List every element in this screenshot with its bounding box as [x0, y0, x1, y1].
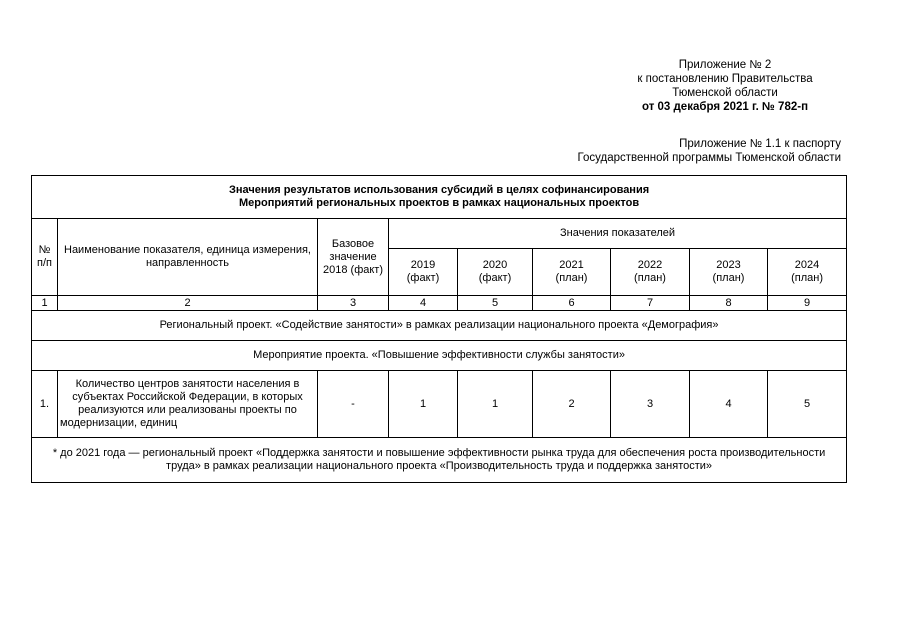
measure-row: Мероприятие проекта. «Повышение эффективности службы занятости» [32, 341, 847, 371]
header-block [560, 58, 890, 114]
year-kind: (план) [555, 272, 588, 284]
header-line-2: к постановлению Правительства [637, 73, 813, 85]
col-number: 6 [533, 296, 611, 311]
row-number: 1. [32, 371, 58, 438]
results-table [31, 175, 847, 483]
annex-block [578, 137, 841, 165]
col-header-no: № п/п [32, 219, 58, 296]
table-title-line-1: Значения результатов использования субсидий в целях софинансирования [228, 184, 650, 196]
value-cell: 5 [768, 371, 847, 438]
year-kind: (план) [791, 272, 823, 284]
col-header-base: Базовое значение 2018 (факт) [318, 219, 389, 296]
year-kind: (факт) [478, 272, 512, 284]
header-line-4: от 03 декабря 2021 г. № 782-п [641, 101, 809, 113]
footnote: * до 2021 года — региональный проект «Поддержка занятости и повышение эффективности рынка труда для обеспечения роста производительности труда» в рамках реализации национального проекта «Производительность труда и поддержка занятости» [32, 438, 847, 483]
year-kind: (план) [634, 272, 666, 284]
table-row [32, 371, 847, 438]
year-label: 2020 [482, 259, 508, 271]
annex-line-1: Приложение № 1.1 к паспорту [679, 138, 841, 150]
project-row: Региональный проект. «Содействие занятости» в рамках реализации национального проекта «Демография» [32, 311, 847, 341]
col-header-year [458, 249, 533, 296]
col-number: 2 [58, 296, 318, 311]
col-number: 5 [458, 296, 533, 311]
col-number: 7 [611, 296, 690, 311]
year-label: 2024 [794, 259, 820, 271]
col-number: 3 [318, 296, 389, 311]
table-title-line-2: Мероприятий региональных проектов в рамках национальных проектов [239, 197, 640, 209]
year-label: 2022 [637, 259, 663, 271]
col-header-values: Значения показателей [389, 219, 847, 249]
header-line-3: Тюменской области [672, 87, 778, 99]
value-cell: 4 [690, 371, 768, 438]
col-number: 8 [690, 296, 768, 311]
col-header-year [768, 249, 847, 296]
col-number: 1 [32, 296, 58, 311]
year-kind: (факт) [406, 272, 440, 284]
col-number: 4 [389, 296, 458, 311]
header-line-1: Приложение № 2 [678, 59, 772, 71]
year-label: 2023 [716, 259, 741, 271]
table-title [32, 176, 847, 219]
col-header-year [690, 249, 768, 296]
annex-line-2: Государственной программы Тюменской области [577, 152, 841, 164]
col-header-year [389, 249, 458, 296]
value-cell: 1 [458, 371, 533, 438]
col-header-year [611, 249, 690, 296]
year-kind: (план) [712, 272, 745, 284]
value-cell: 3 [611, 371, 690, 438]
year-label: 2021 [559, 259, 584, 271]
value-cell: 2 [533, 371, 611, 438]
base-value: - [318, 371, 389, 438]
value-cell: 1 [389, 371, 458, 438]
indicator-name: Количество центров занятости населения в субъектах Российской Федерации, в которых реализуются или реализованы проекты по модернизации, единиц [58, 371, 318, 438]
col-header-name: Наименование показателя, единица измерения, направленность [58, 219, 318, 296]
col-header-year [533, 249, 611, 296]
col-number: 9 [768, 296, 847, 311]
year-label: 2019 [410, 259, 436, 271]
